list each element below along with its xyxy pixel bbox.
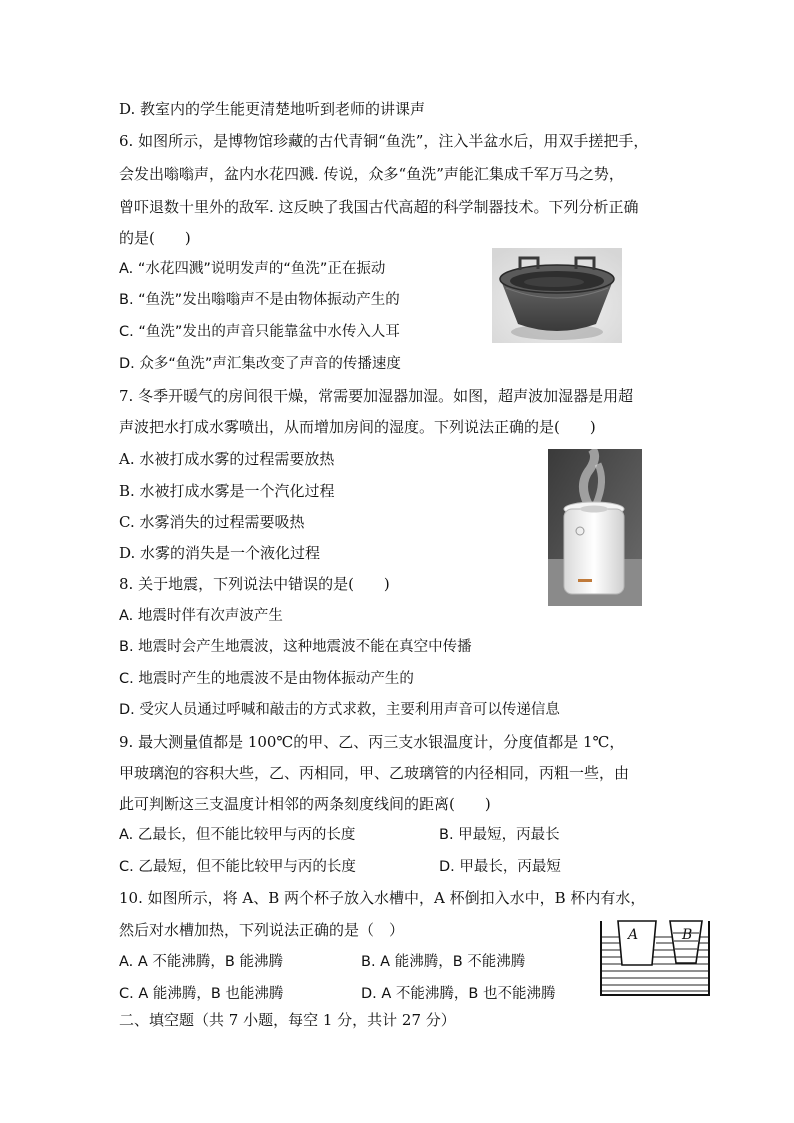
- section-2-title: 二、填空题（共 7 小题，每空 1 分，共计 27 分）: [119, 1011, 456, 1029]
- q10-stem-line-2: 然后对水槽加热，下列说法正确的是（ ）: [119, 921, 405, 939]
- q6-option-a: A. “水花四溅”说明发声的“鱼洗”正在振动: [119, 261, 386, 277]
- q6-option-b: B. “鱼洗”发出嗡嗡声不是由物体振动产生的: [119, 292, 400, 308]
- cup-b-label: B: [682, 927, 693, 943]
- q9-option-c: C. 乙最短，但不能比较甲与丙的长度: [119, 859, 356, 875]
- q8-option-b: B. 地震时会产生地震波，这种地震波不能在真空中传播: [119, 639, 472, 655]
- q9-option-a: A. 乙最长，但不能比较甲与丙的长度: [119, 827, 356, 843]
- q7-option-d: D. 水雾的消失是一个液化过程: [119, 544, 321, 562]
- q10-option-b: B. A 能沸腾，B 不能沸腾: [361, 954, 526, 970]
- q9-option-d: D. 甲最长，丙最短: [439, 859, 561, 875]
- q7-stem-line-1: 7. 冬季开暖气的房间很干燥，常需要加湿器加湿。如图，超声波加湿器是用超: [119, 387, 634, 405]
- bronze-basin-image: [492, 248, 622, 343]
- q10-option-d: D. A 不能沸腾，B 也不能沸腾: [361, 986, 556, 1002]
- q6-stem-line-3: 曾吓退数十里外的敌军. 这反映了我国古代高超的科学制器技术。下列分析正确: [119, 198, 639, 216]
- q7-stem-line-2: 声波把水打成水雾喷出，从而增加房间的湿度。下列说法正确的是( ): [119, 418, 596, 436]
- q9-stem-line-1: 9. 最大测量值都是 100℃的甲、乙、丙三支水银温度计，分度值都是 1℃，: [119, 733, 625, 751]
- q8-option-c: C. 地震时产生的地震波不是由物体振动产生的: [119, 671, 414, 687]
- q7-option-b: B. 水被打成水雾是一个汽化过程: [119, 482, 335, 500]
- q10-option-a: A. A 不能沸腾，B 能沸腾: [119, 954, 283, 970]
- q10-stem-line-1: 10. 如图所示，将 A、B 两个杯子放入水槽中，A 杯倒扣入水中，B 杯内有水，: [119, 889, 646, 907]
- q6-option-c: C. “鱼洗”发出的声音只能靠盆中水传入人耳: [119, 324, 400, 340]
- q9-stem-line-3: 此可判断这三支温度计相邻的两条刻度线间的距离( ): [119, 795, 491, 813]
- cup-a-label: A: [628, 927, 639, 943]
- q8-option-d: D. 受灾人员通过呼喊和敲击的方式求救，主要利用声音可以传递信息: [119, 702, 560, 718]
- q7-option-a: A. 水被打成水雾的过程需要放热: [119, 450, 335, 468]
- q7-option-c: C. 水雾消失的过程需要吸热: [119, 513, 305, 531]
- q8-stem-line-1: 8. 关于地震，下列说法中错误的是( ): [119, 575, 390, 593]
- q10-option-c: C. A 能沸腾，B 也能沸腾: [119, 986, 284, 1002]
- humidifier-image: [548, 449, 642, 606]
- q6-stem-line-1: 6. 如图所示，是博物馆珍藏的古代青铜“鱼洗”，注入半盆水后，用双手搓把手，: [119, 132, 649, 150]
- q9-option-b: B. 甲最短，丙最长: [439, 827, 560, 843]
- q6-stem-line-2: 会发出嗡嗡声，盆内水花四溅. 传说，众多“鱼洗”声能汇集成千军万马之势，: [119, 165, 624, 183]
- q8-option-a: A. 地震时伴有次声波产生: [119, 608, 283, 624]
- water-tank-diagram: [598, 917, 712, 999]
- q6-option-d: D. 众多“鱼洗”声汇集改变了声音的传播速度: [119, 356, 401, 372]
- q9-stem-line-2: 甲玻璃泡的容积大些，乙、丙相同，甲、乙玻璃管的内径相同，丙粗一些，由: [119, 764, 630, 782]
- q5-option-d: D. 教室内的学生能更清楚地听到老师的讲课声: [119, 100, 426, 118]
- q6-stem-line-4: 的是( ): [119, 229, 191, 247]
